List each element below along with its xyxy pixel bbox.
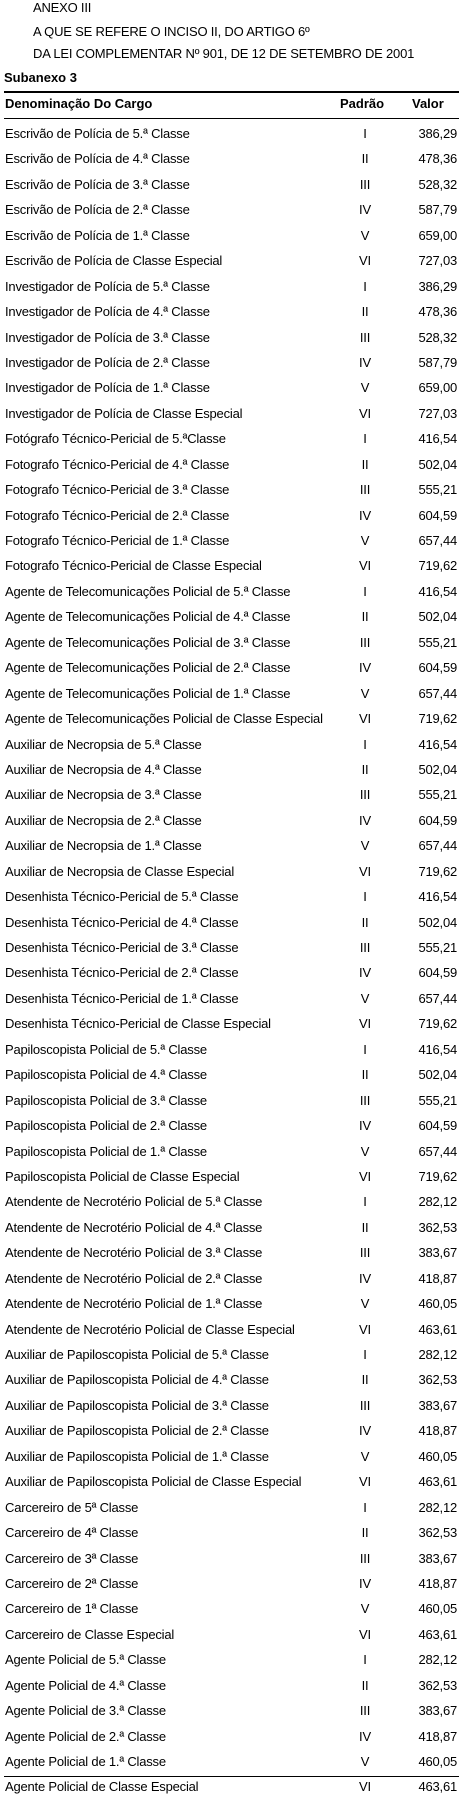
table-row [0,1140,463,1165]
padrao-cell: I [363,431,367,447]
padrao-cell: III [359,787,371,803]
table-row [0,1496,463,1521]
valor-cell: 383,67 [418,1703,457,1719]
valor-cell: 460,05 [418,1601,457,1617]
table-row [0,1725,463,1750]
table-row [0,1419,463,1444]
cargo-name-cell: Agente Policial de Classe Especial [5,1779,199,1795]
column-header-denominacao: Denominação Do Cargo [5,96,153,111]
padrao-cell: V [360,1448,370,1464]
table-row [0,758,463,783]
table-row [0,987,463,1012]
table-row [0,1318,463,1343]
padrao-cell: I [363,1347,367,1362]
valor-cell: 282,12 [418,1499,457,1515]
valor-cell: 460,05 [418,1754,457,1769]
cargo-name-cell: Agente Policial de 3.ª Classe [5,1703,166,1719]
padrao-cell: IV [359,812,371,828]
valor-cell: 418,87 [418,1575,457,1591]
table-row [0,1038,463,1063]
valor-cell: 502,04 [418,761,457,777]
cargo-name-cell: Escrivão de Polícia de 1.ª Classe [5,227,190,243]
cargo-name-cell: Agente Policial de 4.ª Classe [5,1677,166,1693]
valor-cell: 604,59 [418,507,457,523]
table-row [0,173,463,198]
valor-cell: 657,44 [418,990,457,1006]
table-row [0,1597,463,1622]
table-row [0,275,463,300]
padrao-cell: VI [359,1321,371,1337]
padrao-cell: I [363,126,367,141]
padrao-cell: II [361,151,369,167]
table-row [0,1012,463,1037]
padrao-cell: III [359,1245,371,1261]
table-row [0,580,463,605]
cargo-name-cell: Desenhista Técnico-Pericial de Classe Especial [5,1016,271,1032]
cargo-name-cell: Agente de Telecomunicações Policial de Classe Especial [5,711,323,727]
padrao-cell: II [361,914,369,930]
padrao-cell: V [360,227,370,243]
valor-cell: 659,00 [418,380,457,396]
table-row [0,605,463,630]
table-row [0,376,463,401]
cargo-name-cell: Agente Policial de 2.ª Classe [5,1728,166,1744]
table-row [0,936,463,961]
valor-cell: 719,62 [418,863,457,879]
table-row [0,351,463,376]
padrao-cell: IV [359,507,371,523]
valor-cell: 528,32 [418,329,457,345]
padrao-cell: VI [359,863,371,879]
padrao-cell: V [360,1754,370,1769]
valor-cell: 383,67 [418,1397,457,1413]
table-top-rule [4,91,459,93]
valor-cell: 657,44 [418,685,457,701]
table-row [0,682,463,707]
cargo-name-cell: Fotógrafo Técnico-Pericial de 5.ªClasse [5,431,226,447]
padrao-cell: IV [359,202,371,218]
cargo-name-cell: Escrivão de Polícia de 4.ª Classe [5,151,190,167]
padrao-cell: III [359,1703,371,1719]
cargo-name-cell: Desenhista Técnico-Pericial de 5.ª Classe [5,889,239,905]
valor-cell: 282,12 [418,1652,457,1668]
cargo-name-cell: Agente de Telecomunicações Policial de 4.ª Classe [5,609,291,625]
table-row [0,911,463,936]
padrao-cell: V [360,380,370,396]
padrao-cell: II [361,609,369,625]
table-row [0,147,463,172]
padrao-cell: V [360,1601,370,1617]
table-row [0,1343,463,1368]
table-header-rule [4,118,459,119]
cargo-name-cell: Investigador de Polícia de 2.ª Classe [5,354,210,370]
cargo-name-cell: Agente Policial de 5.ª Classe [5,1652,166,1668]
table-row [0,1521,463,1546]
cargo-name-cell: Carcereiro de Classe Especial [5,1626,175,1642]
cargo-name-cell: Carcereiro de 2ª Classe [5,1575,139,1591]
padrao-cell: III [359,1550,371,1566]
table-row [0,224,463,249]
padrao-cell: III [359,1397,371,1413]
cargo-name-cell: Auxiliar de Necropsia de 5.ª Classe [5,736,202,752]
table-row [0,402,463,427]
cargo-name-cell: Atendente de Necrotério Policial de 2.ª Classe [5,1270,263,1286]
padrao-cell: III [359,1092,371,1108]
cargo-name-cell: Agente de Telecomunicações Policial de 1.ª Classe [5,685,291,701]
valor-cell: 282,12 [418,1194,457,1210]
table-row [0,1368,463,1393]
cargo-name-cell: Desenhista Técnico-Pericial de 4.ª Classe [5,914,239,930]
padrao-cell: I [363,1041,367,1057]
valor-cell: 502,04 [418,456,457,472]
padrao-cell: III [359,940,371,955]
valor-cell: 502,04 [418,914,457,930]
cargo-name-cell: Papiloscopista Policial de 1.ª Classe [5,1143,207,1159]
cargo-name-cell: Escrivão de Polícia de 3.ª Classe [5,176,190,192]
table-row [0,631,463,656]
valor-cell: 604,59 [418,660,457,676]
padrao-cell: II [361,1219,369,1235]
table-row [0,478,463,503]
cargo-name-cell: Fotografo Técnico-Pericial de 4.ª Classe [5,456,230,472]
valor-cell: 463,61 [418,1626,457,1642]
padrao-cell: VI [359,405,371,421]
padrao-cell: II [361,1067,369,1083]
cargo-name-cell: Auxiliar de Necropsia de 4.ª Classe [5,761,202,777]
valor-cell: 362,53 [418,1219,457,1235]
padrao-cell: V [360,1143,370,1159]
cargo-name-cell: Agente de Telecomunicações Policial de 3.ª Classe [5,634,291,650]
valor-cell: 416,54 [418,736,457,752]
valor-cell: 657,44 [418,838,457,854]
valor-cell: 463,61 [418,1321,457,1337]
cargo-name-cell: Papiloscopista Policial de Classe Especial [5,1168,240,1184]
valor-cell: 416,54 [418,583,457,599]
valor-cell: 478,36 [418,304,457,320]
table-header [0,96,463,116]
table-row [0,326,463,351]
padrao-cell: VI [359,253,371,269]
valor-cell: 657,44 [418,1143,457,1159]
padrao-cell: I [363,1652,367,1668]
cargo-name-cell: Agente de Telecomunicações Policial de 2.ª Classe [5,660,291,676]
padrao-cell: III [359,634,371,650]
cargo-name-cell: Auxiliar de Papiloscopista Policial de 3.ª Classe [5,1397,269,1413]
table-row [0,1292,463,1317]
table-body [0,122,463,1801]
annex-law-line: DA LEI COMPLEMENTAR Nº 901, DE 12 DE SETEMBRO DE 2001 [33,46,415,61]
cargo-name-cell: Auxiliar de Necropsia de 1.ª Classe [5,838,202,854]
cargo-name-cell: Escrivão de Polícia de Classe Especial [5,253,223,269]
table-row [0,300,463,325]
padrao-cell: IV [359,354,371,370]
valor-cell: 727,03 [418,253,457,269]
table-row [0,1699,463,1724]
padrao-cell: I [363,1194,367,1210]
table-row [0,809,463,834]
padrao-cell: I [363,736,367,752]
padrao-cell: III [359,482,371,498]
padrao-cell: II [361,1525,369,1541]
table-row [0,1190,463,1215]
cargo-name-cell: Papiloscopista Policial de 4.ª Classe [5,1067,207,1083]
valor-cell: 502,04 [418,1067,457,1083]
padrao-cell: V [360,685,370,701]
padrao-cell: IV [359,1728,371,1744]
padrao-cell: VI [359,1168,371,1184]
valor-cell: 418,87 [418,1270,457,1286]
table-row [0,1750,463,1775]
table-row [0,733,463,758]
table-row [0,656,463,681]
padrao-cell: IV [359,965,371,981]
cargo-name-cell: Desenhista Técnico-Pericial de 3.ª Classe [5,940,239,955]
table-row [0,529,463,554]
cargo-name-cell: Auxiliar de Papiloscopista Policial de 4.ª Classe [5,1372,269,1388]
table-row [0,834,463,859]
cargo-name-cell: Investigador de Polícia de 4.ª Classe [5,304,210,320]
padrao-cell: IV [359,1423,371,1439]
cargo-name-cell: Carcereiro de 5ª Classe [5,1499,139,1515]
table-row [0,707,463,732]
table-row [0,1775,463,1800]
table-row [0,427,463,452]
table-row [0,885,463,910]
valor-cell: 416,54 [418,431,457,447]
table-row [0,1623,463,1648]
padrao-cell: IV [359,1118,371,1134]
padrao-cell: II [361,456,369,472]
padrao-cell: III [359,176,371,192]
padrao-cell: II [361,1677,369,1693]
valor-cell: 362,53 [418,1525,457,1541]
cargo-name-cell: Carcereiro de 4ª Classe [5,1525,139,1541]
cargo-name-cell: Auxiliar de Necropsia de 3.ª Classe [5,787,202,803]
annex-reference-line: A QUE SE REFERE O INCISO II, DO ARTIGO 6º [33,24,310,39]
cargo-name-cell: Desenhista Técnico-Pericial de 1.ª Classe [5,990,239,1006]
valor-cell: 362,53 [418,1372,457,1388]
valor-cell: 416,54 [418,889,457,905]
valor-cell: 727,03 [418,405,457,421]
padrao-cell: I [363,583,367,599]
valor-cell: 463,61 [418,1779,457,1795]
valor-cell: 657,44 [418,533,457,548]
padrao-cell: VI [359,1626,371,1642]
valor-cell: 719,62 [418,1168,457,1184]
table-row [0,453,463,478]
cargo-name-cell: Auxiliar de Papiloscopista Policial de Classe Especial [5,1474,302,1490]
padrao-cell: I [363,1499,367,1515]
padrao-cell: VI [359,1779,371,1795]
table-row [0,1674,463,1699]
table-row [0,1063,463,1088]
table-row [0,1547,463,1572]
table-row [0,1216,463,1241]
valor-cell: 478,36 [418,151,457,167]
cargo-name-cell: Papiloscopista Policial de 3.ª Classe [5,1092,207,1108]
cargo-name-cell: Fotografo Técnico-Pericial de 2.ª Classe [5,507,230,523]
cargo-name-cell: Atendente de Necrotério Policial de 1.ª Classe [5,1296,263,1312]
cargo-name-cell: Auxiliar de Papiloscopista Policial de 1.ª Classe [5,1448,269,1464]
valor-cell: 719,62 [418,558,457,574]
cargo-name-cell: Escrivão de Polícia de 5.ª Classe [5,126,190,141]
cargo-name-cell: Carcereiro de 3ª Classe [5,1550,139,1566]
cargo-name-cell: Fotografo Técnico-Pericial de 1.ª Classe [5,533,230,548]
cargo-name-cell: Agente de Telecomunicações Policial de 5.ª Classe [5,583,291,599]
valor-cell: 528,32 [418,176,457,192]
valor-cell: 719,62 [418,711,457,727]
table-row [0,1114,463,1139]
valor-cell: 418,87 [418,1423,457,1439]
cargo-name-cell: Auxiliar de Necropsia de Classe Especial [5,863,235,879]
table-row [0,198,463,223]
padrao-cell: V [360,990,370,1006]
column-header-valor: Valor [412,96,444,111]
cargo-name-cell: Papiloscopista Policial de 2.ª Classe [5,1118,207,1134]
valor-cell: 383,67 [418,1550,457,1566]
valor-cell: 659,00 [418,227,457,243]
table-row [0,1267,463,1292]
table-row [0,860,463,885]
valor-cell: 719,62 [418,1016,457,1032]
table-row [0,249,463,274]
valor-cell: 604,59 [418,812,457,828]
cargo-name-cell: Carcereiro de 1ª Classe [5,1601,139,1617]
table-row [0,554,463,579]
valor-cell: 362,53 [418,1677,457,1693]
cargo-name-cell: Auxiliar de Papiloscopista Policial de 5.ª Classe [5,1347,269,1362]
valor-cell: 282,12 [418,1347,457,1362]
cargo-name-cell: Atendente de Necrotério Policial de 4.ª Classe [5,1219,263,1235]
padrao-cell: I [363,278,367,294]
valor-cell: 604,59 [418,965,457,981]
valor-cell: 555,21 [418,787,457,803]
valor-cell: 555,21 [418,634,457,650]
valor-cell: 587,79 [418,202,457,218]
valor-cell: 418,87 [418,1728,457,1744]
valor-cell: 460,05 [418,1296,457,1312]
valor-cell: 416,54 [418,1041,457,1057]
padrao-cell: I [363,889,367,905]
padrao-cell: VI [359,711,371,727]
padrao-cell: V [360,1296,370,1312]
table-row [0,783,463,808]
cargo-name-cell: Desenhista Técnico-Pericial de 2.ª Classe [5,965,239,981]
padrao-cell: V [360,533,370,548]
valor-cell: 555,21 [418,940,457,955]
table-bottom-rule [4,1776,459,1777]
cargo-name-cell: Investigador de Polícia de 3.ª Classe [5,329,210,345]
valor-cell: 386,29 [418,126,457,141]
valor-cell: 460,05 [418,1448,457,1464]
table-row [0,1648,463,1673]
padrao-cell: II [361,761,369,777]
table-row [0,1445,463,1470]
cargo-name-cell: Papiloscopista Policial de 5.ª Classe [5,1041,207,1057]
valor-cell: 386,29 [418,278,457,294]
padrao-cell: VI [359,558,371,574]
cargo-name-cell: Investigador de Polícia de 1.ª Classe [5,380,210,396]
cargo-name-cell: Fotografo Técnico-Pericial de Classe Especial [5,558,262,574]
subanexo-label: Subanexo 3 [4,70,77,85]
padrao-cell: V [360,838,370,854]
table-row [0,1572,463,1597]
padrao-cell: II [361,304,369,320]
padrao-cell: IV [359,1270,371,1286]
padrao-cell: IV [359,1575,371,1591]
padrao-cell: IV [359,660,371,676]
padrao-cell: II [361,1372,369,1388]
table-row [0,961,463,986]
cargo-name-cell: Atendente de Necrotério Policial de 5.ª Classe [5,1194,263,1210]
padrao-cell: VI [359,1016,371,1032]
valor-cell: 555,21 [418,1092,457,1108]
valor-cell: 383,67 [418,1245,457,1261]
table-row [0,1394,463,1419]
valor-cell: 463,61 [418,1474,457,1490]
annex-title: ANEXO III [33,0,92,15]
table-row [0,504,463,529]
cargo-name-cell: Investigador de Polícia de Classe Especial [5,405,243,421]
table-row [0,122,463,147]
cargo-name-cell: Atendente de Necrotério Policial de 3.ª Classe [5,1245,263,1261]
table-row [0,1241,463,1266]
cargo-name-cell: Agente Policial de 1.ª Classe [5,1754,166,1769]
padrao-cell: VI [359,1474,371,1490]
cargo-name-cell: Investigador de Polícia de 5.ª Classe [5,278,210,294]
table-row [0,1470,463,1495]
valor-cell: 604,59 [418,1118,457,1134]
cargo-name-cell: Auxiliar de Papiloscopista Policial de 2.ª Classe [5,1423,269,1439]
cargo-name-cell: Fotografo Técnico-Pericial de 3.ª Classe [5,482,230,498]
cargo-name-cell: Atendente de Necrotério Policial de Classe Especial [5,1321,295,1337]
valor-cell: 502,04 [418,609,457,625]
table-row [0,1089,463,1114]
valor-cell: 555,21 [418,482,457,498]
cargo-name-cell: Escrivão de Polícia de 2.ª Classe [5,202,190,218]
valor-cell: 587,79 [418,354,457,370]
padrao-cell: III [359,329,371,345]
column-header-padrao: Padrão [340,96,385,111]
cargo-name-cell: Auxiliar de Necropsia de 2.ª Classe [5,812,202,828]
table-row [0,1165,463,1190]
